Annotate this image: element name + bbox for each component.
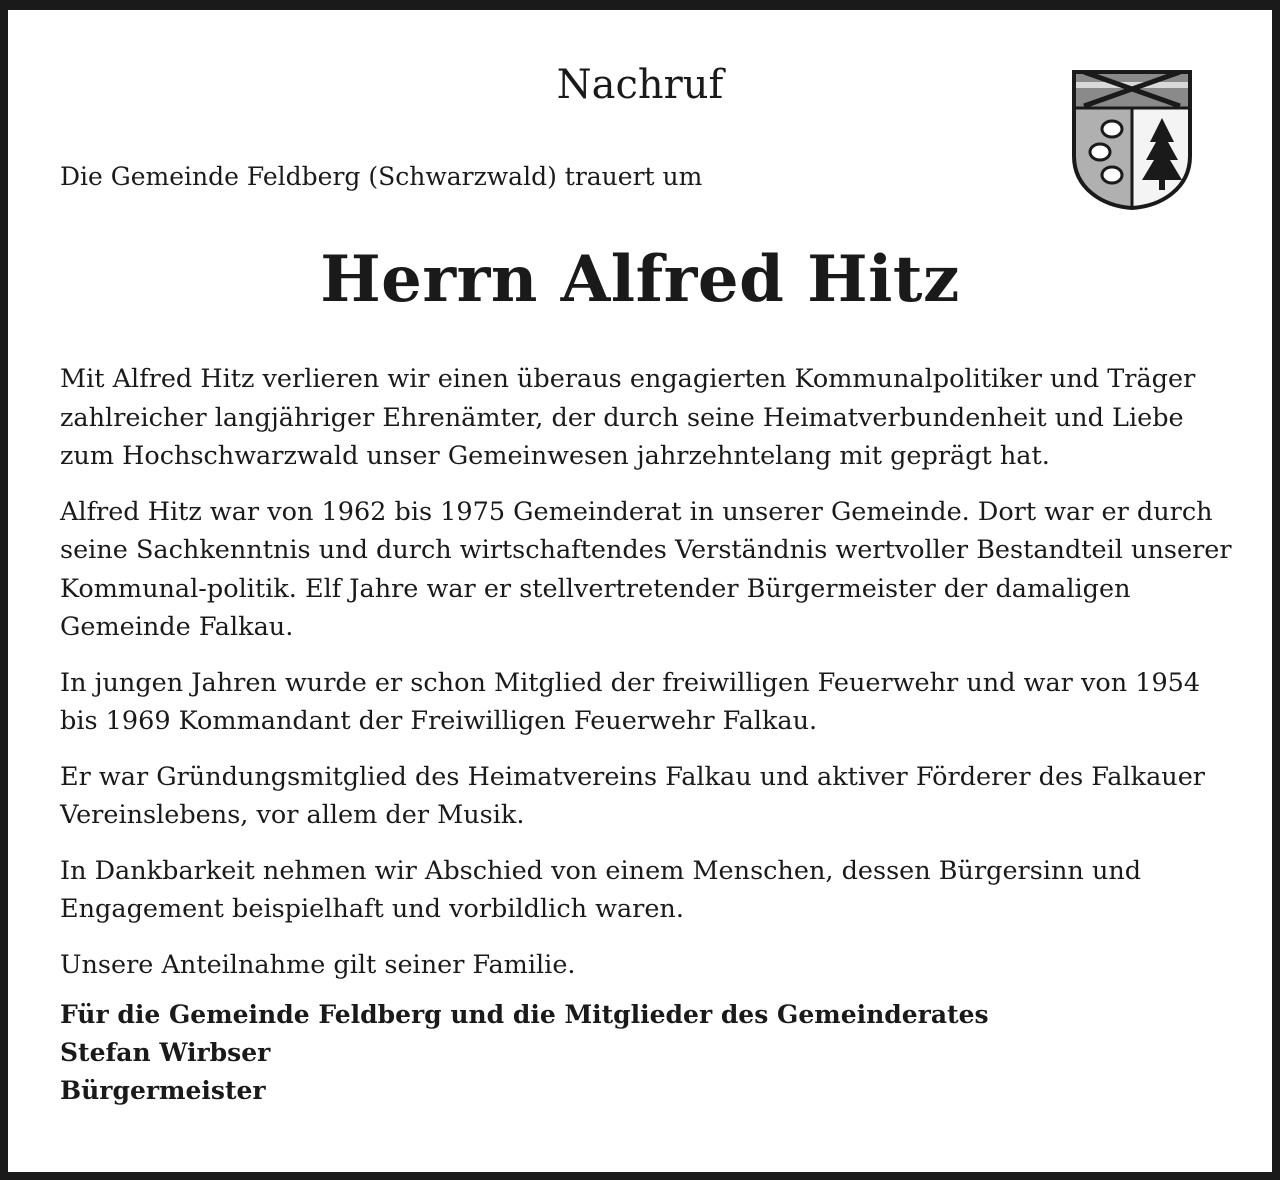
paragraph-condolence: Unsere Anteilnahme gilt seiner Familie. (60, 949, 576, 980)
paragraph-fire-brigade: In jungen Jahren wurde er schon Mitglied der freiwilligen Feuerwehr und war von 1954 bis 1969 Kommandant der Freiwilligen Feuerwehr Falkau. (60, 667, 1201, 736)
paragraph-heritage-club: Er war Gründungsmitglied des Heimatvereins Falkau und aktiver Förderer des Falkauer Vereinslebens, vor allem der Musik. (60, 761, 1205, 830)
notice-heading: Nachruf (556, 62, 724, 108)
paragraph-gratitude: In Dankbarkeit nehmen wir Abschied von einem Menschen, dessen Bürgersinn und Engagement beispielhaft und vorbildlich waren. (60, 855, 1142, 924)
deceased-name: Herrn Alfred Hitz (320, 242, 960, 317)
paragraph-council: Alfred Hitz war von 1962 bis 1975 Gemeinderat in unserer Gemeinde. Dort war er durch seine Sachkenntnis und durch wirtschaftendes Verständnis wertvoller Bestandteil unserer Kommunal-politik. Elf Jahre war er stellvertretender Bürgermeister der damaligen Gemeinde Falkau. (60, 496, 1232, 642)
notice-body (60, 360, 1235, 1001)
signature-person: Stefan Wirbser (60, 1038, 271, 1067)
paragraph-career: Mit Alfred Hitz verlieren wir einen überaus engagierten Kommunalpolitiker und Träger zahlreicher langjähriger Ehrenämter, der durch seine Heimatverbundenheit und Liebe zum Hochschwarzwald unser Gemeinwesen jahrzehntelang mit geprägt hat. (60, 364, 1196, 471)
signature-organization: Für die Gemeinde Feldberg und die Mitglieder des Gemeinderates (60, 1000, 989, 1029)
notice-intro: Die Gemeinde Feldberg (Schwarzwald) trauert um (60, 162, 703, 191)
signature-block (60, 996, 989, 1110)
signature-role: Bürgermeister (60, 1076, 266, 1105)
coat-of-arms-icon (1070, 68, 1194, 212)
